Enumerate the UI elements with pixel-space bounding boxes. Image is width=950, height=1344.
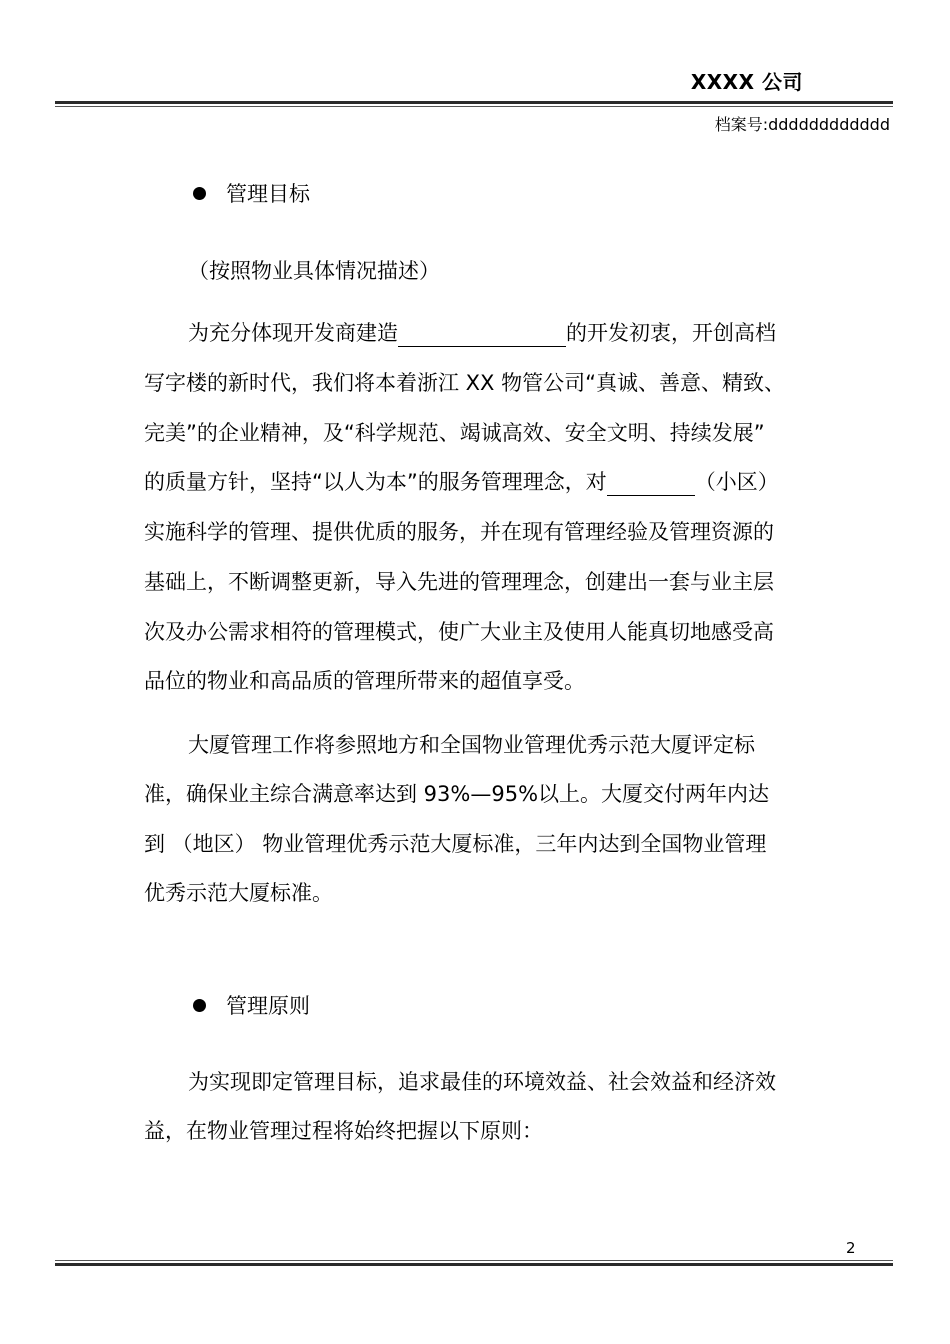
fill-in-blank: [398, 320, 566, 347]
section-heading-principles: [193, 990, 310, 1020]
heading-text: 管理原则: [226, 994, 310, 1018]
text-segment: 的开发初衷，开创高档: [566, 321, 776, 345]
paragraph-line: 益，在物业管理过程将始终把握以下原则：: [144, 1119, 543, 1143]
fill-in-blank: [607, 469, 695, 496]
paragraph-line: 品位的物业和高品质的管理所带来的超值享受。: [144, 669, 585, 693]
page-number: 2: [846, 1239, 856, 1257]
paragraph-line: 完美”的企业精神，及“科学规范、竭诚高效、安全文明、持续发展”: [144, 421, 765, 445]
section-heading-goals: [193, 178, 310, 208]
footer-rule-thick: [55, 1263, 893, 1266]
paragraph-line: 优秀示范大厦标准。: [144, 881, 333, 905]
paragraph-line: 实施科学的管理、提供优质的服务，并在现有管理经验及管理资源的: [144, 520, 774, 544]
paragraph-line: 写字楼的新时代，我们将本着浙江 XX 物管公司“真诚、善意、精致、: [144, 371, 785, 395]
paragraph-line: [188, 317, 776, 347]
text-segment: 的质量方针，坚持“以人为本”的服务管理理念，对: [144, 470, 607, 494]
paragraph-line: 次及办公需求相符的管理模式，使广大业主及使用人能真切地感受高: [144, 620, 774, 644]
paragraph-line: 大厦管理工作将参照地方和全国物业管理优秀示范大厦评定标: [188, 733, 755, 757]
archive-number: 档案号:dddddddddddd: [714, 115, 890, 134]
bullet-icon: [193, 187, 206, 200]
paragraph-line: 准，确保业主综合满意率达到 93%—95%以上。大厦交付两年内达: [144, 782, 770, 806]
header-rule-thin: [55, 106, 893, 107]
section-note: （按照物业具体情况描述）: [188, 259, 440, 283]
company-name: XXXX 公司: [690, 70, 803, 94]
paragraph-line: 基础上，不断调整更新，导入先进的管理理念，创建出一套与业主层: [144, 570, 774, 594]
bullet-icon: [193, 999, 206, 1012]
header-rule-thick: [55, 101, 893, 104]
paragraph-line: 到 （地区） 物业管理优秀示范大厦标准，三年内达到全国物业管理: [144, 832, 767, 856]
text-segment: 为充分体现开发商建造: [188, 321, 398, 345]
text-segment: （小区）: [694, 470, 779, 494]
paragraph-line: [144, 466, 779, 496]
footer-rule-thin: [55, 1260, 893, 1261]
heading-text: 管理目标: [226, 182, 310, 206]
paragraph-line: 为实现即定管理目标，追求最佳的环境效益、社会效益和经济效: [188, 1070, 776, 1094]
